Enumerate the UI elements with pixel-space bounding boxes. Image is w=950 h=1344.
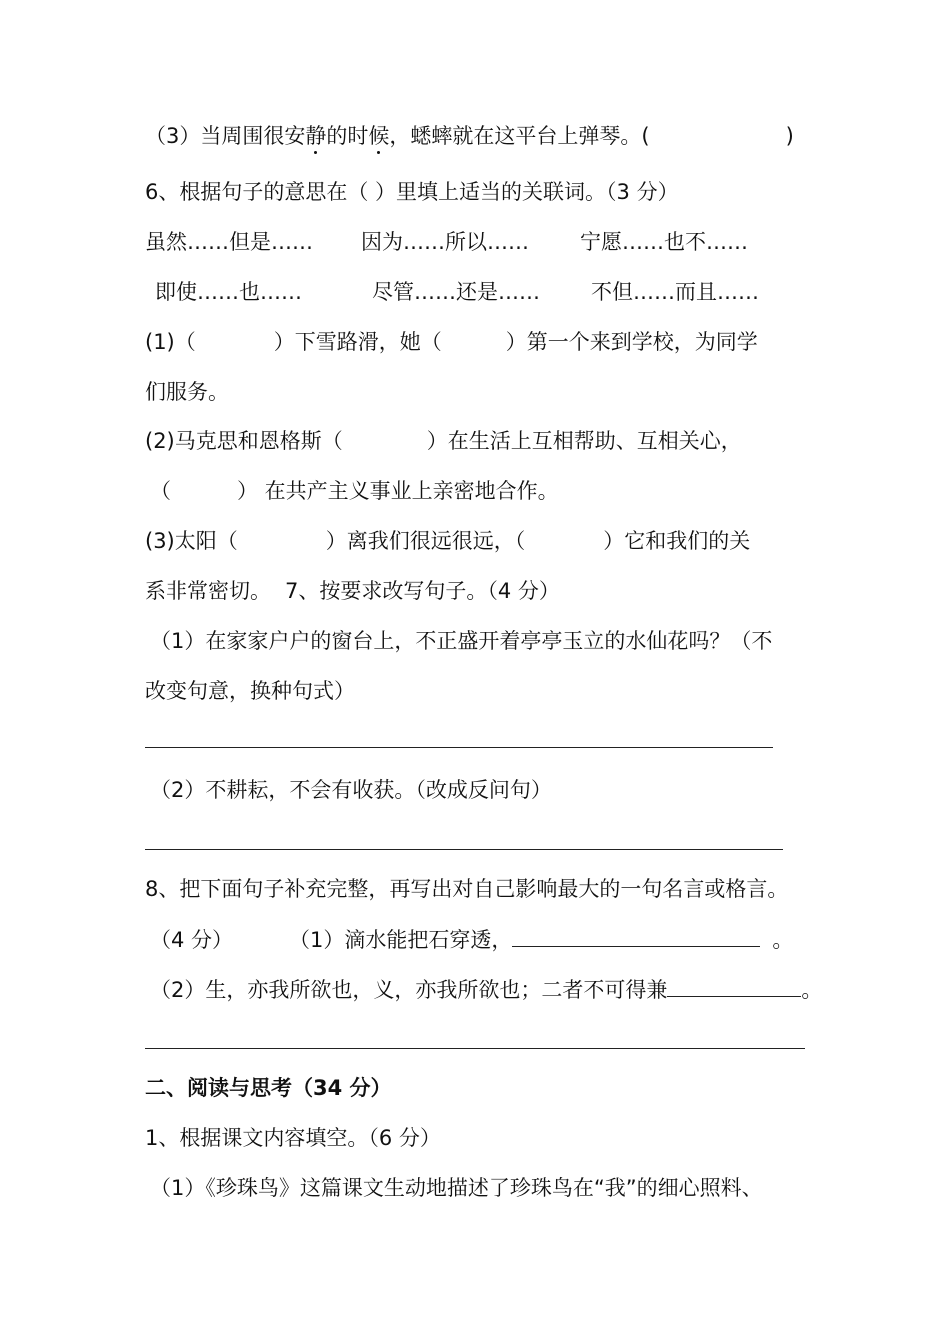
q7-answer-line-2[interactable] [145, 849, 783, 850]
question-6-heading: 6、根据句子的意思在（ ）里填上适当的关联词。（3 分） [145, 180, 679, 204]
q6-option: 宁愿……也不…… [580, 230, 748, 254]
q6-s1-text: ）下雪路滑，她（ [273, 330, 442, 354]
q6-s3-text: (3)太阳（ [145, 529, 238, 553]
q6-option: 尽管……还是…… [372, 280, 540, 304]
q5-3-text-c: ，蟋蟀就在这平台上弹琴。( [389, 124, 650, 148]
q6-option: 即使……也…… [155, 280, 302, 304]
q8-s1-blank[interactable] [512, 924, 760, 947]
q6-s3-text: 系非常密切。 [145, 579, 271, 603]
q8-answer-line[interactable] [145, 1048, 805, 1049]
q8-s1-end: 。 [772, 928, 794, 952]
section-2-q1-sentence-1: （1）《珍珠鸟》这篇课文生动地描述了珍珠鸟在“我”的细心照料、 [150, 1176, 763, 1200]
q8-sentence-2 [150, 974, 823, 1005]
q6-s1-text: ）第一个来到学校，为同学 [505, 330, 758, 354]
q6-s2-text: （ [150, 479, 171, 503]
q5-3-close-paren: ) [785, 124, 794, 148]
q6-s3-text: ）离我们很远很远，（ [325, 529, 526, 553]
q6-sentence-1-cont: 们服务。 [145, 380, 229, 404]
q6-sentence-3 [145, 526, 810, 556]
q6-s3-text: ）它和我们的关 [603, 529, 751, 553]
q7-answer-line-1[interactable] [145, 747, 773, 748]
q6-option: 不但……而且…… [591, 280, 759, 304]
q7-sentence-2: （2）不耕耘，不会有收获。（改成反问句） [150, 778, 552, 802]
q6-option: 因为……所以…… [361, 230, 529, 254]
q8-s2-text: （2）生，亦我所欲也，义，亦我所欲也；二者不可得兼 [150, 978, 668, 1002]
q8-score: （4 分） [150, 928, 234, 952]
question-7-heading: 7、按要求改写句子。（4 分） [285, 579, 560, 603]
q7-sentence-1: （1）在家家户户的窗台上，不正盛开着亭亭玉立的水仙花吗？（不 [150, 629, 773, 653]
section-2-q1-heading: 1、根据课文内容填空。（6 分） [145, 1126, 441, 1150]
q6-sentence-2 [145, 426, 810, 456]
q8-s1-text: （1）滴水能把石穿透， [289, 928, 513, 952]
q6-sentence-1 [145, 327, 810, 357]
q8-s2-blank[interactable] [667, 974, 801, 997]
q6-s2-text: ） 在共产主义事业上亲密地合作。 [237, 479, 559, 503]
question-8-heading: 8、把下面句子补充完整，再写出对自己影响最大的一句名言或格言。 [145, 877, 789, 901]
q7-sentence-1-cont: 改变句意，换种句式） [145, 679, 355, 703]
q6-s2-text: (2)马克思和恩格斯（ [145, 429, 343, 453]
section-2-heading: 二、阅读与思考（34 分） [145, 1076, 392, 1100]
question-5-3 [145, 121, 810, 151]
q5-3-emphasis-2: 候 [368, 124, 390, 148]
q5-3-text-a: （3）当周围很安 [145, 124, 306, 148]
q6-s3-cont-and-q7-heading [145, 576, 810, 606]
q5-3-emphasis-1: 静 [305, 124, 327, 148]
q8-s2-end: 。 [801, 978, 823, 1002]
q8-sentence-1 [150, 924, 815, 955]
q6-sentence-2-cont [150, 476, 815, 506]
q6-s2-text: ）在生活上互相帮助、互相关心， [426, 429, 742, 453]
q6-option: 虽然……但是…… [145, 230, 313, 254]
q6-s1-text: (1)（ [145, 330, 196, 354]
q5-3-text-b: 的时 [326, 124, 369, 148]
